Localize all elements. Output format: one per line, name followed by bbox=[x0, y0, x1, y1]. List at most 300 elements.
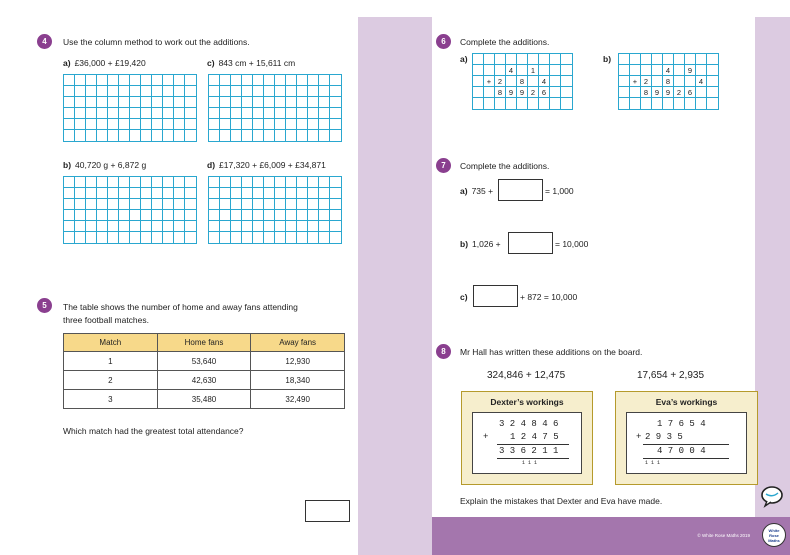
grid-cell[interactable] bbox=[253, 97, 264, 108]
grid-cell[interactable] bbox=[308, 130, 319, 141]
grid-cell[interactable] bbox=[330, 177, 341, 188]
grid-cell[interactable] bbox=[220, 221, 231, 232]
grid-cell[interactable] bbox=[297, 177, 308, 188]
grid-cell[interactable] bbox=[86, 232, 97, 243]
grid-cell[interactable] bbox=[517, 54, 528, 65]
grid-cell[interactable] bbox=[86, 86, 97, 97]
grid-cell[interactable] bbox=[275, 75, 286, 86]
grid-cell[interactable]: 8 bbox=[663, 76, 674, 87]
grid-cell[interactable] bbox=[330, 199, 341, 210]
grid-cell[interactable] bbox=[97, 108, 108, 119]
grid-cell[interactable] bbox=[97, 210, 108, 221]
grid-cell[interactable] bbox=[495, 98, 506, 109]
grid-cell[interactable] bbox=[495, 54, 506, 65]
grid-cell[interactable] bbox=[97, 199, 108, 210]
grid-cell[interactable] bbox=[141, 177, 152, 188]
grid-cell[interactable] bbox=[174, 210, 185, 221]
grid-cell[interactable] bbox=[253, 86, 264, 97]
grid-cell[interactable] bbox=[108, 119, 119, 130]
grid-cell[interactable] bbox=[561, 98, 572, 109]
grid-cell[interactable] bbox=[220, 232, 231, 243]
grid-cell[interactable] bbox=[663, 98, 674, 109]
grid-cell[interactable] bbox=[330, 97, 341, 108]
grid-cell[interactable] bbox=[275, 221, 286, 232]
grid-cell[interactable] bbox=[75, 75, 86, 86]
grid-cell[interactable] bbox=[517, 98, 528, 109]
grid-cell[interactable] bbox=[275, 108, 286, 119]
grid-cell[interactable] bbox=[75, 97, 86, 108]
grid-cell[interactable]: 4 bbox=[506, 65, 517, 76]
grid-cell[interactable] bbox=[163, 177, 174, 188]
grid-cell[interactable] bbox=[286, 130, 297, 141]
grid-cell[interactable] bbox=[141, 210, 152, 221]
grid-cell[interactable] bbox=[619, 54, 630, 65]
grid-cell[interactable] bbox=[473, 54, 484, 65]
grid-cell[interactable] bbox=[64, 108, 75, 119]
grid-cell[interactable] bbox=[275, 177, 286, 188]
grid-cell[interactable] bbox=[108, 232, 119, 243]
grid-cell[interactable] bbox=[185, 177, 196, 188]
grid-cell[interactable] bbox=[242, 210, 253, 221]
grid-cell[interactable] bbox=[286, 232, 297, 243]
grid-cell[interactable] bbox=[108, 108, 119, 119]
grid-cell[interactable] bbox=[75, 86, 86, 97]
grid-cell[interactable] bbox=[108, 199, 119, 210]
grid-cell[interactable] bbox=[185, 97, 196, 108]
grid-cell[interactable] bbox=[242, 199, 253, 210]
grid-cell[interactable] bbox=[484, 65, 495, 76]
grid-cell[interactable] bbox=[185, 86, 196, 97]
grid-cell[interactable] bbox=[130, 86, 141, 97]
grid-cell[interactable] bbox=[319, 108, 330, 119]
grid-cell[interactable] bbox=[630, 65, 641, 76]
grid-cell[interactable] bbox=[119, 177, 130, 188]
grid-cell[interactable] bbox=[75, 221, 86, 232]
grid-cell[interactable] bbox=[75, 210, 86, 221]
grid-cell[interactable] bbox=[297, 221, 308, 232]
grid-cell[interactable]: 8 bbox=[641, 87, 652, 98]
grid-cell[interactable] bbox=[264, 221, 275, 232]
grid-cell[interactable] bbox=[185, 210, 196, 221]
grid-cell[interactable] bbox=[330, 119, 341, 130]
grid-cell[interactable] bbox=[141, 188, 152, 199]
grid-cell[interactable] bbox=[685, 98, 696, 109]
grid-cell[interactable] bbox=[163, 86, 174, 97]
grid-cell[interactable] bbox=[319, 75, 330, 86]
grid-cell[interactable] bbox=[64, 119, 75, 130]
grid-cell[interactable] bbox=[119, 130, 130, 141]
grid-cell[interactable] bbox=[220, 210, 231, 221]
grid-cell[interactable] bbox=[652, 54, 663, 65]
grid-cell[interactable] bbox=[286, 221, 297, 232]
grid-cell[interactable] bbox=[141, 130, 152, 141]
grid-cell[interactable] bbox=[86, 119, 97, 130]
grid-cell[interactable] bbox=[495, 65, 506, 76]
grid-cell[interactable] bbox=[652, 98, 663, 109]
grid-cell[interactable] bbox=[286, 108, 297, 119]
grid-cell[interactable] bbox=[550, 65, 561, 76]
grid-cell[interactable] bbox=[64, 221, 75, 232]
grid-cell[interactable]: 9 bbox=[685, 65, 696, 76]
grid-cell[interactable] bbox=[174, 177, 185, 188]
grid-cell[interactable] bbox=[297, 75, 308, 86]
grid-cell[interactable] bbox=[528, 54, 539, 65]
grid-cell[interactable] bbox=[674, 65, 685, 76]
grid-cell[interactable] bbox=[484, 98, 495, 109]
grid-cell[interactable] bbox=[308, 199, 319, 210]
q4-grid-a[interactable] bbox=[63, 74, 197, 142]
q5-answer-box[interactable] bbox=[305, 500, 350, 522]
grid-cell[interactable] bbox=[308, 75, 319, 86]
grid-cell[interactable] bbox=[119, 188, 130, 199]
grid-cell[interactable] bbox=[119, 199, 130, 210]
grid-cell[interactable] bbox=[308, 86, 319, 97]
grid-cell[interactable] bbox=[185, 130, 196, 141]
grid-cell[interactable] bbox=[130, 108, 141, 119]
grid-cell[interactable] bbox=[330, 210, 341, 221]
grid-cell[interactable] bbox=[209, 108, 220, 119]
grid-cell[interactable] bbox=[286, 119, 297, 130]
grid-cell[interactable] bbox=[163, 232, 174, 243]
grid-cell[interactable] bbox=[174, 221, 185, 232]
grid-cell[interactable] bbox=[185, 75, 196, 86]
grid-cell[interactable] bbox=[75, 119, 86, 130]
grid-cell[interactable]: 8 bbox=[517, 76, 528, 87]
grid-cell[interactable] bbox=[141, 232, 152, 243]
grid-cell[interactable] bbox=[242, 86, 253, 97]
grid-cell[interactable] bbox=[528, 98, 539, 109]
grid-cell[interactable] bbox=[319, 210, 330, 221]
grid-cell[interactable] bbox=[220, 86, 231, 97]
grid-cell[interactable] bbox=[97, 97, 108, 108]
grid-cell[interactable] bbox=[152, 221, 163, 232]
grid-cell[interactable] bbox=[231, 232, 242, 243]
grid-cell[interactable] bbox=[108, 210, 119, 221]
grid-cell[interactable] bbox=[264, 210, 275, 221]
grid-cell[interactable] bbox=[174, 130, 185, 141]
q7-answer-box-a[interactable] bbox=[498, 179, 543, 201]
grid-cell[interactable] bbox=[253, 188, 264, 199]
grid-cell[interactable] bbox=[286, 199, 297, 210]
grid-cell[interactable] bbox=[163, 108, 174, 119]
grid-cell[interactable] bbox=[275, 199, 286, 210]
grid-cell[interactable] bbox=[119, 108, 130, 119]
grid-cell[interactable] bbox=[707, 98, 718, 109]
grid-cell[interactable] bbox=[652, 76, 663, 87]
grid-cell[interactable] bbox=[264, 75, 275, 86]
grid-cell[interactable] bbox=[561, 65, 572, 76]
grid-cell[interactable] bbox=[209, 232, 220, 243]
grid-cell[interactable] bbox=[473, 98, 484, 109]
grid-cell[interactable] bbox=[264, 97, 275, 108]
grid-cell[interactable] bbox=[119, 119, 130, 130]
grid-cell[interactable] bbox=[506, 98, 517, 109]
grid-cell[interactable] bbox=[174, 75, 185, 86]
grid-cell[interactable]: 9 bbox=[663, 87, 674, 98]
grid-cell[interactable] bbox=[264, 108, 275, 119]
grid-cell[interactable] bbox=[97, 86, 108, 97]
grid-cell[interactable] bbox=[174, 199, 185, 210]
grid-cell[interactable] bbox=[319, 119, 330, 130]
grid-cell[interactable] bbox=[539, 54, 550, 65]
grid-cell[interactable] bbox=[97, 188, 108, 199]
grid-cell[interactable] bbox=[152, 210, 163, 221]
grid-cell[interactable] bbox=[696, 87, 707, 98]
grid-cell[interactable] bbox=[64, 188, 75, 199]
q4-grid-c[interactable] bbox=[208, 74, 342, 142]
grid-cell[interactable] bbox=[130, 221, 141, 232]
grid-cell[interactable] bbox=[220, 130, 231, 141]
grid-cell[interactable] bbox=[253, 108, 264, 119]
grid-cell[interactable] bbox=[209, 177, 220, 188]
grid-cell[interactable] bbox=[97, 75, 108, 86]
grid-cell[interactable] bbox=[264, 130, 275, 141]
grid-cell[interactable] bbox=[119, 232, 130, 243]
grid-cell[interactable] bbox=[174, 119, 185, 130]
grid-cell[interactable] bbox=[264, 119, 275, 130]
grid-cell[interactable] bbox=[174, 108, 185, 119]
grid-cell[interactable]: 6 bbox=[539, 87, 550, 98]
grid-cell[interactable] bbox=[297, 232, 308, 243]
grid-cell[interactable] bbox=[308, 210, 319, 221]
grid-cell[interactable] bbox=[253, 199, 264, 210]
grid-cell[interactable] bbox=[275, 97, 286, 108]
grid-cell[interactable] bbox=[152, 130, 163, 141]
grid-cell[interactable] bbox=[319, 130, 330, 141]
q7-answer-box-c[interactable] bbox=[473, 285, 518, 307]
grid-cell[interactable] bbox=[75, 130, 86, 141]
grid-cell[interactable] bbox=[231, 75, 242, 86]
grid-cell[interactable] bbox=[209, 210, 220, 221]
grid-cell[interactable] bbox=[253, 232, 264, 243]
grid-cell[interactable] bbox=[119, 221, 130, 232]
grid-cell[interactable] bbox=[506, 54, 517, 65]
grid-cell[interactable] bbox=[64, 199, 75, 210]
grid-cell[interactable]: 4 bbox=[663, 65, 674, 76]
grid-cell[interactable] bbox=[696, 65, 707, 76]
grid-cell[interactable]: 2 bbox=[495, 76, 506, 87]
grid-cell[interactable] bbox=[264, 232, 275, 243]
grid-cell[interactable] bbox=[652, 65, 663, 76]
grid-cell[interactable] bbox=[330, 108, 341, 119]
q7-answer-box-b[interactable] bbox=[508, 232, 553, 254]
grid-cell[interactable] bbox=[674, 76, 685, 87]
grid-cell[interactable]: 6 bbox=[685, 87, 696, 98]
grid-cell[interactable] bbox=[264, 177, 275, 188]
grid-cell[interactable] bbox=[297, 210, 308, 221]
grid-cell[interactable] bbox=[539, 65, 550, 76]
grid-cell[interactable] bbox=[209, 97, 220, 108]
grid-cell[interactable] bbox=[685, 76, 696, 87]
grid-cell[interactable] bbox=[319, 177, 330, 188]
grid-cell[interactable] bbox=[286, 97, 297, 108]
grid-cell[interactable] bbox=[528, 76, 539, 87]
grid-cell[interactable] bbox=[185, 119, 196, 130]
grid-cell[interactable] bbox=[130, 210, 141, 221]
grid-cell[interactable] bbox=[108, 86, 119, 97]
grid-cell[interactable] bbox=[685, 54, 696, 65]
grid-cell[interactable] bbox=[209, 75, 220, 86]
grid-cell[interactable] bbox=[231, 210, 242, 221]
grid-cell[interactable] bbox=[185, 232, 196, 243]
grid-cell[interactable] bbox=[75, 108, 86, 119]
grid-cell[interactable] bbox=[75, 177, 86, 188]
grid-cell[interactable] bbox=[319, 199, 330, 210]
grid-cell[interactable]: 2 bbox=[528, 87, 539, 98]
grid-cell[interactable]: 9 bbox=[506, 87, 517, 98]
grid-cell[interactable] bbox=[130, 119, 141, 130]
grid-cell[interactable] bbox=[619, 65, 630, 76]
grid-cell[interactable] bbox=[152, 119, 163, 130]
grid-cell[interactable] bbox=[130, 75, 141, 86]
grid-cell[interactable] bbox=[484, 54, 495, 65]
grid-cell[interactable] bbox=[253, 75, 264, 86]
grid-cell[interactable] bbox=[209, 199, 220, 210]
grid-cell[interactable] bbox=[286, 210, 297, 221]
grid-cell[interactable] bbox=[275, 130, 286, 141]
grid-cell[interactable] bbox=[185, 108, 196, 119]
grid-cell[interactable]: 2 bbox=[641, 76, 652, 87]
grid-cell[interactable] bbox=[242, 97, 253, 108]
grid-cell[interactable] bbox=[108, 177, 119, 188]
grid-cell[interactable] bbox=[242, 75, 253, 86]
grid-cell[interactable] bbox=[185, 221, 196, 232]
grid-cell[interactable] bbox=[231, 130, 242, 141]
grid-cell[interactable] bbox=[209, 221, 220, 232]
grid-cell[interactable] bbox=[473, 65, 484, 76]
grid-cell[interactable] bbox=[286, 75, 297, 86]
grid-cell[interactable] bbox=[185, 188, 196, 199]
grid-cell[interactable] bbox=[297, 199, 308, 210]
grid-cell[interactable] bbox=[308, 108, 319, 119]
grid-cell[interactable] bbox=[163, 210, 174, 221]
grid-cell[interactable] bbox=[286, 86, 297, 97]
grid-cell[interactable] bbox=[86, 130, 97, 141]
grid-cell[interactable] bbox=[86, 177, 97, 188]
grid-cell[interactable] bbox=[275, 188, 286, 199]
grid-cell[interactable] bbox=[231, 221, 242, 232]
grid-cell[interactable] bbox=[674, 54, 685, 65]
grid-cell[interactable] bbox=[119, 210, 130, 221]
grid-cell[interactable] bbox=[174, 86, 185, 97]
grid-cell[interactable] bbox=[185, 199, 196, 210]
grid-cell[interactable]: 4 bbox=[696, 76, 707, 87]
grid-cell[interactable] bbox=[152, 75, 163, 86]
grid-cell[interactable] bbox=[130, 97, 141, 108]
grid-cell[interactable]: 1 bbox=[528, 65, 539, 76]
grid-cell[interactable] bbox=[75, 232, 86, 243]
grid-cell[interactable] bbox=[286, 188, 297, 199]
grid-cell[interactable] bbox=[319, 221, 330, 232]
grid-cell[interactable] bbox=[119, 97, 130, 108]
grid-cell[interactable] bbox=[130, 130, 141, 141]
grid-cell[interactable] bbox=[231, 199, 242, 210]
grid-cell[interactable] bbox=[152, 232, 163, 243]
grid-cell[interactable] bbox=[108, 221, 119, 232]
grid-cell[interactable]: + bbox=[630, 76, 641, 87]
grid-cell[interactable] bbox=[641, 98, 652, 109]
grid-cell[interactable] bbox=[308, 188, 319, 199]
grid-cell[interactable] bbox=[561, 54, 572, 65]
grid-cell[interactable] bbox=[231, 97, 242, 108]
grid-cell[interactable] bbox=[517, 65, 528, 76]
grid-cell[interactable] bbox=[696, 54, 707, 65]
grid-cell[interactable] bbox=[319, 188, 330, 199]
grid-cell[interactable] bbox=[152, 108, 163, 119]
grid-cell[interactable] bbox=[619, 98, 630, 109]
grid-cell[interactable] bbox=[308, 119, 319, 130]
grid-cell[interactable] bbox=[220, 199, 231, 210]
grid-cell[interactable] bbox=[297, 97, 308, 108]
grid-cell[interactable] bbox=[174, 232, 185, 243]
grid-cell[interactable] bbox=[674, 98, 685, 109]
grid-cell[interactable] bbox=[86, 97, 97, 108]
grid-cell[interactable] bbox=[141, 75, 152, 86]
grid-cell[interactable] bbox=[75, 188, 86, 199]
grid-cell[interactable] bbox=[220, 108, 231, 119]
grid-cell[interactable] bbox=[119, 75, 130, 86]
grid-cell[interactable] bbox=[319, 232, 330, 243]
grid-cell[interactable]: + bbox=[484, 76, 495, 87]
grid-cell[interactable] bbox=[253, 177, 264, 188]
grid-cell[interactable] bbox=[130, 177, 141, 188]
grid-cell[interactable] bbox=[97, 119, 108, 130]
grid-cell[interactable] bbox=[130, 199, 141, 210]
grid-cell[interactable] bbox=[231, 188, 242, 199]
grid-cell[interactable] bbox=[663, 54, 674, 65]
grid-cell[interactable] bbox=[97, 130, 108, 141]
grid-cell[interactable] bbox=[64, 232, 75, 243]
grid-cell[interactable] bbox=[231, 177, 242, 188]
grid-cell[interactable] bbox=[64, 130, 75, 141]
grid-cell[interactable] bbox=[539, 98, 550, 109]
grid-cell[interactable] bbox=[297, 108, 308, 119]
grid-cell[interactable] bbox=[163, 130, 174, 141]
grid-cell[interactable] bbox=[141, 199, 152, 210]
grid-cell[interactable] bbox=[308, 232, 319, 243]
grid-cell[interactable] bbox=[330, 86, 341, 97]
grid-cell[interactable] bbox=[630, 87, 641, 98]
grid-cell[interactable] bbox=[630, 98, 641, 109]
grid-cell[interactable] bbox=[561, 76, 572, 87]
grid-cell[interactable]: 9 bbox=[652, 87, 663, 98]
grid-cell[interactable] bbox=[550, 54, 561, 65]
grid-cell[interactable] bbox=[242, 119, 253, 130]
grid-cell[interactable] bbox=[264, 86, 275, 97]
grid-cell[interactable] bbox=[297, 130, 308, 141]
grid-cell[interactable] bbox=[264, 188, 275, 199]
grid-cell[interactable] bbox=[220, 177, 231, 188]
grid-cell[interactable] bbox=[141, 221, 152, 232]
grid-cell[interactable] bbox=[220, 97, 231, 108]
grid-cell[interactable] bbox=[174, 97, 185, 108]
grid-cell[interactable] bbox=[619, 87, 630, 98]
grid-cell[interactable] bbox=[242, 232, 253, 243]
grid-cell[interactable] bbox=[696, 98, 707, 109]
grid-cell[interactable] bbox=[209, 188, 220, 199]
grid-cell[interactable] bbox=[163, 221, 174, 232]
grid-cell[interactable] bbox=[253, 210, 264, 221]
grid-cell[interactable] bbox=[108, 130, 119, 141]
grid-cell[interactable] bbox=[86, 210, 97, 221]
grid-cell[interactable]: 9 bbox=[517, 87, 528, 98]
grid-cell[interactable] bbox=[275, 210, 286, 221]
grid-cell[interactable] bbox=[152, 86, 163, 97]
grid-cell[interactable] bbox=[330, 130, 341, 141]
grid-cell[interactable] bbox=[297, 188, 308, 199]
grid-cell[interactable] bbox=[86, 75, 97, 86]
grid-cell[interactable] bbox=[641, 65, 652, 76]
